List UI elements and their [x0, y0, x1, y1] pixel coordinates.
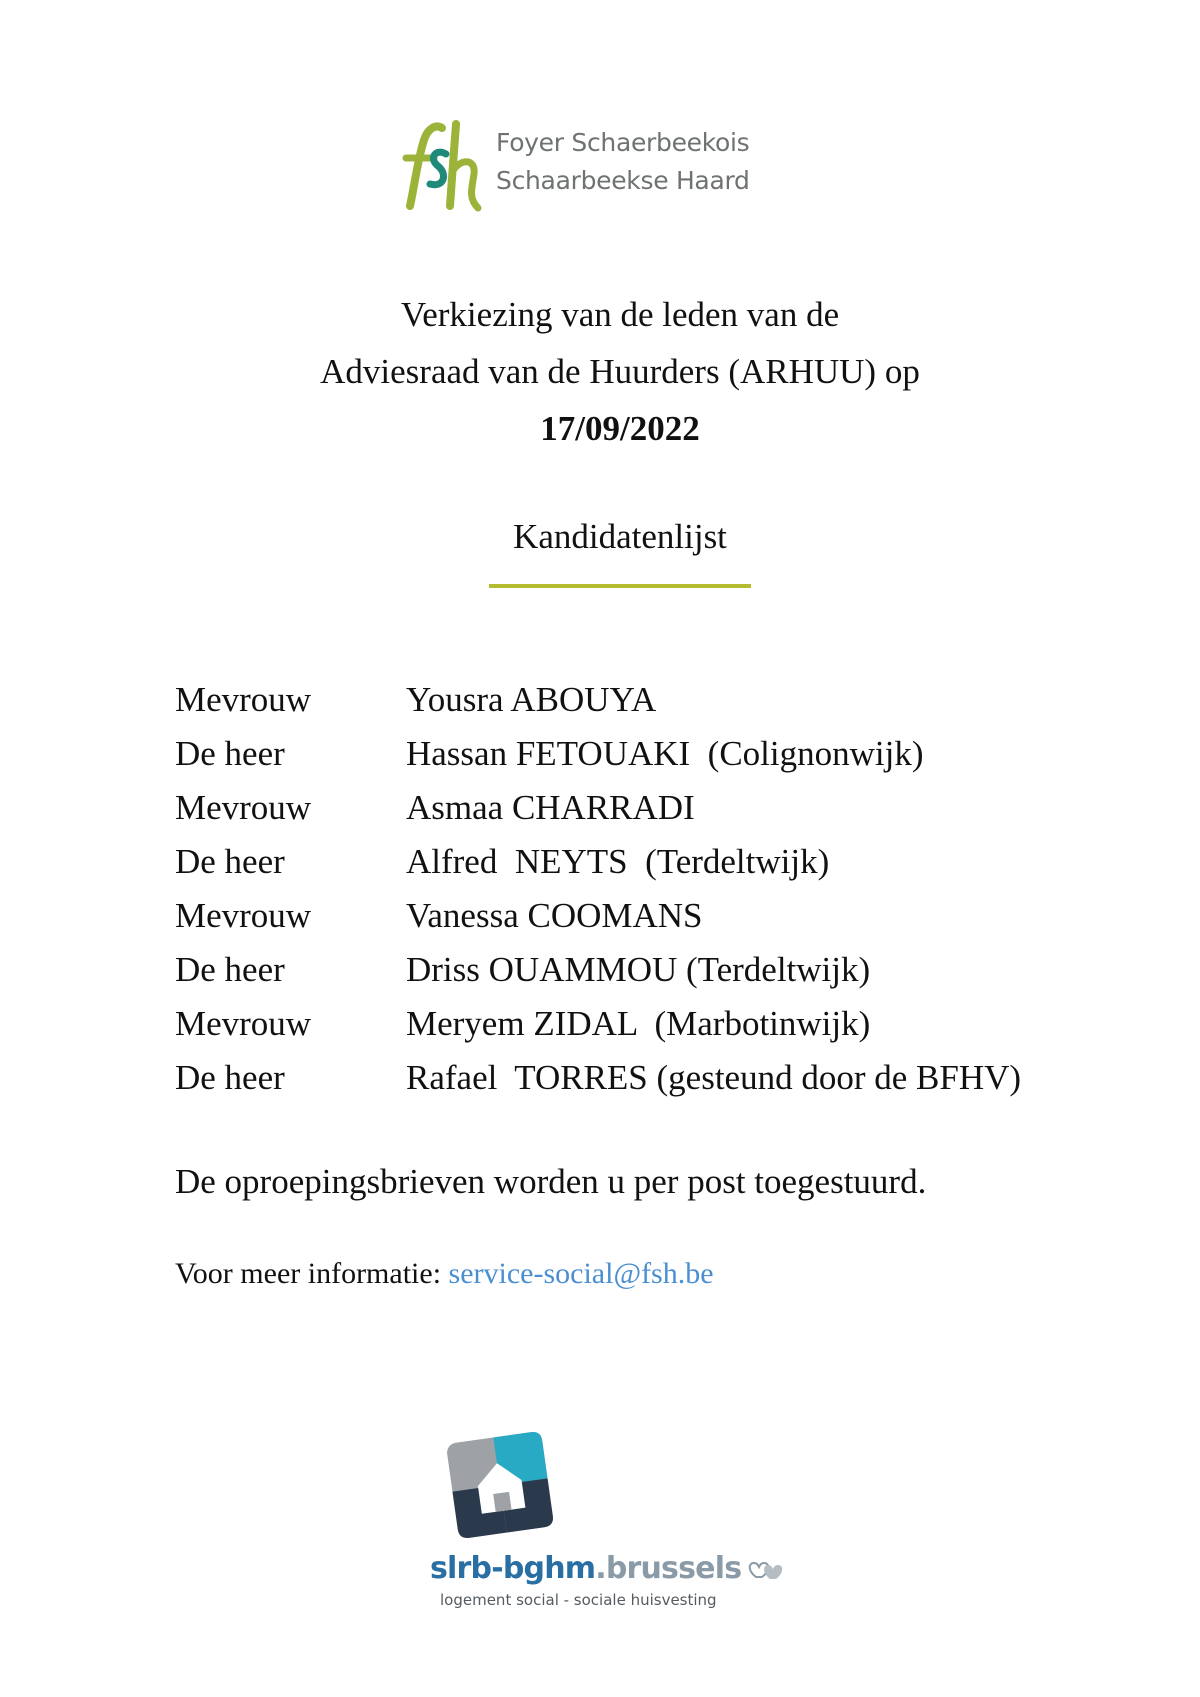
candidate-name: Hassan FETOUAKI (Colignonwijk) [406, 734, 924, 773]
list-item [175, 781, 1135, 835]
candidate-title: De heer [175, 1058, 285, 1097]
list-item [175, 673, 1135, 727]
slrb-brand-name [430, 1550, 741, 1588]
candidate-name: Vanessa COOMANS [406, 896, 703, 935]
title-line-2: Adviesraad van de Huurders (ARHUU) op [320, 352, 920, 391]
contact-email-link[interactable]: service-social@fsh.be [448, 1257, 714, 1290]
candidate-title: Mevrouw [175, 896, 312, 935]
candidate-title: Mevrouw [175, 788, 312, 827]
list-item [175, 835, 1135, 889]
contact-info [175, 1252, 714, 1296]
org-name-nl: Schaarbeekse Haard [496, 166, 750, 195]
title-line-1: Verkiezing van de leden van de [400, 295, 840, 334]
candidate-list-heading: Kandidatenlijst [513, 517, 727, 556]
candidate-title: Mevrouw [175, 1004, 312, 1043]
candidate-name: Driss OUAMMOU (Terdeltwijk) [406, 950, 871, 989]
list-item [175, 997, 1135, 1051]
brand-suffix: .brussels [595, 1551, 742, 1586]
document-title [0, 286, 1200, 457]
list-item [175, 889, 1135, 943]
candidate-name: Asmaa CHARRADI [406, 788, 695, 827]
hearts-icon [746, 1557, 786, 1581]
org-name-fr: Foyer Schaerbeekois [496, 128, 750, 157]
heading-underline [489, 584, 751, 588]
list-item [175, 1051, 1135, 1105]
candidate-title: De heer [175, 842, 285, 881]
candidate-name: Meryem ZIDAL (Marbotinwijk) [406, 1004, 871, 1043]
fsh-monogram-icon [400, 118, 488, 214]
slrb-tagline: logement social - sociale huisvesting [440, 1591, 717, 1609]
contact-label: Voor meer informatie: [175, 1257, 449, 1290]
candidate-name: Rafael TORRES (gesteund door de BFHV) [406, 1058, 1022, 1097]
fsh-org-name [496, 124, 750, 200]
candidate-name: Alfred NEYTS (Terdeltwijk) [406, 842, 830, 881]
fsh-logo [400, 118, 750, 214]
slrb-house-icon [440, 1425, 560, 1545]
notice-text: De oproepingsbrieven worden u per post toegestuurd. [175, 1162, 927, 1201]
candidate-name: Yousra ABOUYA [406, 680, 657, 719]
list-item [175, 727, 1135, 781]
candidate-list [175, 673, 1135, 1105]
candidate-title: De heer [175, 734, 285, 773]
list-item [175, 943, 1135, 997]
candidate-title: Mevrouw [175, 680, 312, 719]
brand-main: slrb-bghm [430, 1551, 596, 1586]
election-date: 17/09/2022 [540, 409, 700, 448]
slrb-logo [430, 1425, 790, 1615]
candidate-title: De heer [175, 950, 285, 989]
